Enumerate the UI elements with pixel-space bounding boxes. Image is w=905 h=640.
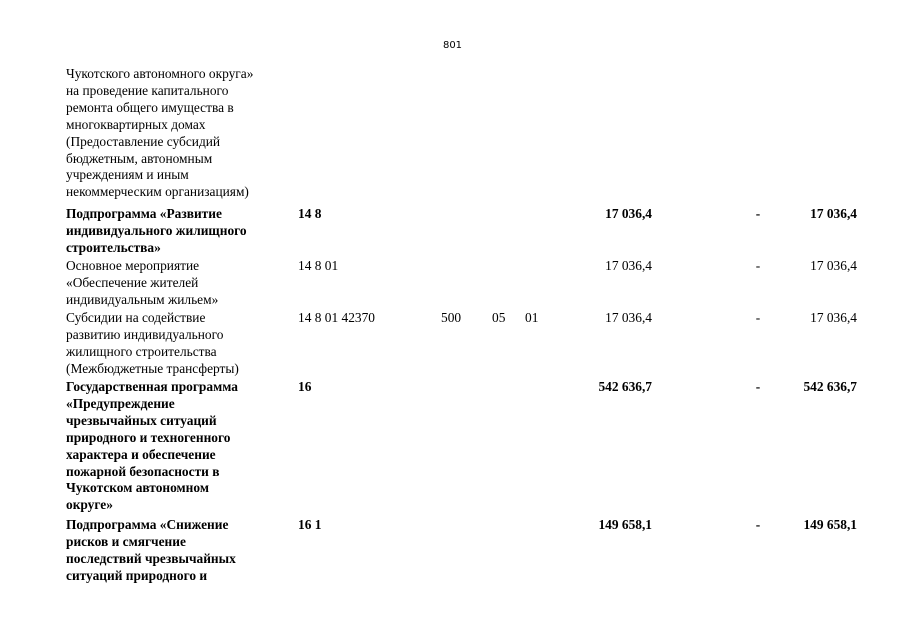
row-2-name: Основное мероприятие «Обеспечение жителей индивидуальным жильем»: [66, 258, 219, 307]
page-number: 801: [442, 40, 463, 51]
row-0-name: Чукотского автономного округа» на проведение капитального ремонта общего имущества в многоквартирных домах (Предоставление субсидий бюджетным, автономным учреждениям и иным некоммерческим организациям): [66, 66, 254, 200]
row-4-name: Государственная программа «Предупреждение чрезвычайных ситуаций природного и техногенного характера и обеспечение пожарной безопасности в Чукотском автономном округе»: [66, 379, 238, 513]
row-2-sum2: 17 036,4: [810, 258, 857, 273]
row-3-sum2: 17 036,4: [810, 310, 857, 325]
row-1-code: 14 8: [298, 206, 322, 221]
row-3-sum1: 17 036,4: [605, 310, 652, 325]
row-1-name: Подпрограмма «Развитие индивидуального жилищного строительства»: [66, 206, 247, 255]
row-3-vr: 500: [441, 310, 462, 325]
row-1-sum2: 17 036,4: [810, 206, 857, 221]
row-3-name: Субсидии на содействие развитию индивидуального жилищного строительства (Межбюджетные трансферты): [66, 310, 239, 376]
row-3-rz: 05: [492, 310, 506, 325]
row-2-code: 14 8 01: [298, 258, 339, 273]
row-4-code: 16: [298, 379, 312, 394]
row-5-sum2: 149 658,1: [803, 517, 857, 532]
row-5-sum1: 149 658,1: [598, 517, 652, 532]
row-5-name: Подпрограмма «Снижение рисков и смягчение последствий чрезвычайных ситуаций природного и: [66, 517, 236, 583]
row-4-dash: -: [755, 379, 761, 394]
row-3-code: 14 8 01 42370: [298, 310, 375, 325]
row-2-dash: -: [755, 258, 761, 273]
row-1-sum1: 17 036,4: [605, 206, 652, 221]
row-3-dash: -: [755, 310, 761, 325]
row-1-dash: -: [755, 206, 761, 221]
row-4-sum1: 542 636,7: [598, 379, 652, 394]
row-5-dash: -: [755, 517, 761, 532]
row-5-code: 16 1: [298, 517, 322, 532]
row-4-sum2: 542 636,7: [803, 379, 857, 394]
row-3-pr: 01: [525, 310, 539, 325]
row-2-sum1: 17 036,4: [605, 258, 652, 273]
